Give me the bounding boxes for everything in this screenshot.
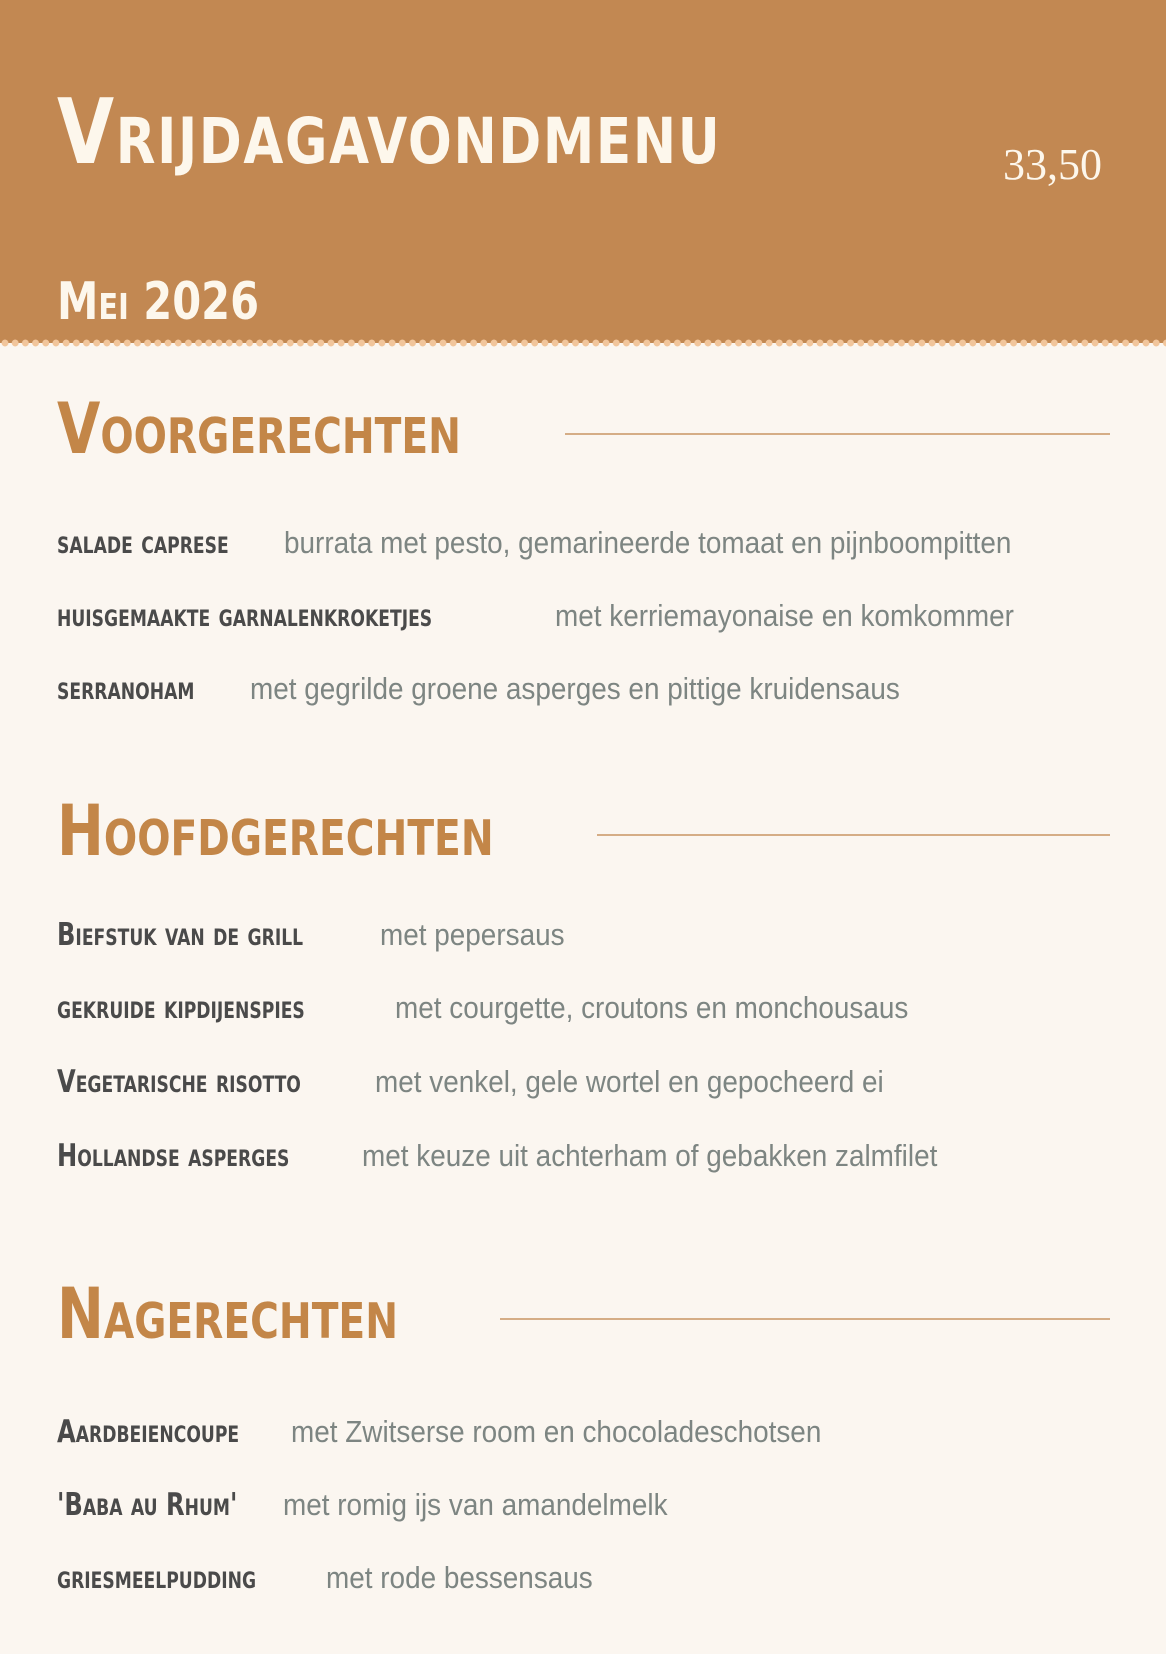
item-name: Vegetarische risotto <box>57 1064 301 1100</box>
menu-item <box>57 521 1012 565</box>
scalloped-border <box>0 336 1166 350</box>
item-description: met kerriemayonaise en komkommer <box>555 598 1014 633</box>
item-description: met rode bessensaus <box>326 1560 593 1595</box>
item-description: met keuze uit achterham of gebakken zalmfilet <box>362 1138 938 1173</box>
menu-item <box>57 594 1014 638</box>
item-description: met courgette, croutons en monchousaus <box>395 990 909 1025</box>
section-nagerechten <box>57 1269 1110 1596</box>
section-title: Hoofdgerechten <box>57 790 494 872</box>
item-description: burrata met pesto, gemarineerde tomaat en pijnboompitten <box>284 525 1012 560</box>
section-title: Voorgerechten <box>57 388 461 470</box>
item-name: serranoham <box>57 671 195 707</box>
item-description: met gegrilde groene asperges en pittige kruidensaus <box>250 671 900 706</box>
menu-title: Vrijdagavondmenu <box>57 80 722 185</box>
section-divider <box>597 834 1110 836</box>
item-name: Hollandse asperges <box>57 1138 290 1174</box>
menu-item <box>57 1483 668 1527</box>
section-heading <box>57 1269 1110 1369</box>
item-description: met romig ijs van amandelmelk <box>283 1487 668 1522</box>
section-hoofdgerechten <box>57 786 1110 1174</box>
item-description: met Zwitserse room en chocoladeschotsen <box>291 1414 822 1449</box>
section-voorgerechten <box>57 384 1110 707</box>
section-title: Nagerechten <box>57 1273 399 1355</box>
menu-item <box>57 1556 593 1600</box>
menu-item <box>57 986 909 1030</box>
menu-item <box>57 1060 884 1104</box>
item-name: huisgemaakte garnalenkroketjes <box>57 598 433 634</box>
section-divider <box>565 433 1110 435</box>
menu-header <box>0 0 1166 343</box>
section-heading <box>57 384 1110 484</box>
menu-price: 33,50 <box>1003 140 1102 189</box>
item-name: Biefstuk van de grill <box>57 917 304 953</box>
item-description: met pepersaus <box>380 917 565 952</box>
menu-item <box>57 1134 938 1178</box>
item-name: 'Baba au Rhum' <box>57 1487 238 1523</box>
menu-item <box>57 913 565 957</box>
item-name: Aardbeiencoupe <box>57 1414 240 1450</box>
section-divider <box>500 1318 1110 1320</box>
item-name: salade caprese <box>57 525 229 561</box>
section-heading <box>57 786 1110 886</box>
menu-date: Mei 2026 <box>57 272 260 332</box>
menu-item <box>57 667 900 711</box>
menu-item <box>57 1410 822 1454</box>
item-description: met venkel, gele wortel en gepocheerd ei <box>375 1064 884 1099</box>
item-name: griesmeelpudding <box>57 1560 257 1596</box>
item-name: gekruide kipdijenspies <box>57 990 305 1026</box>
